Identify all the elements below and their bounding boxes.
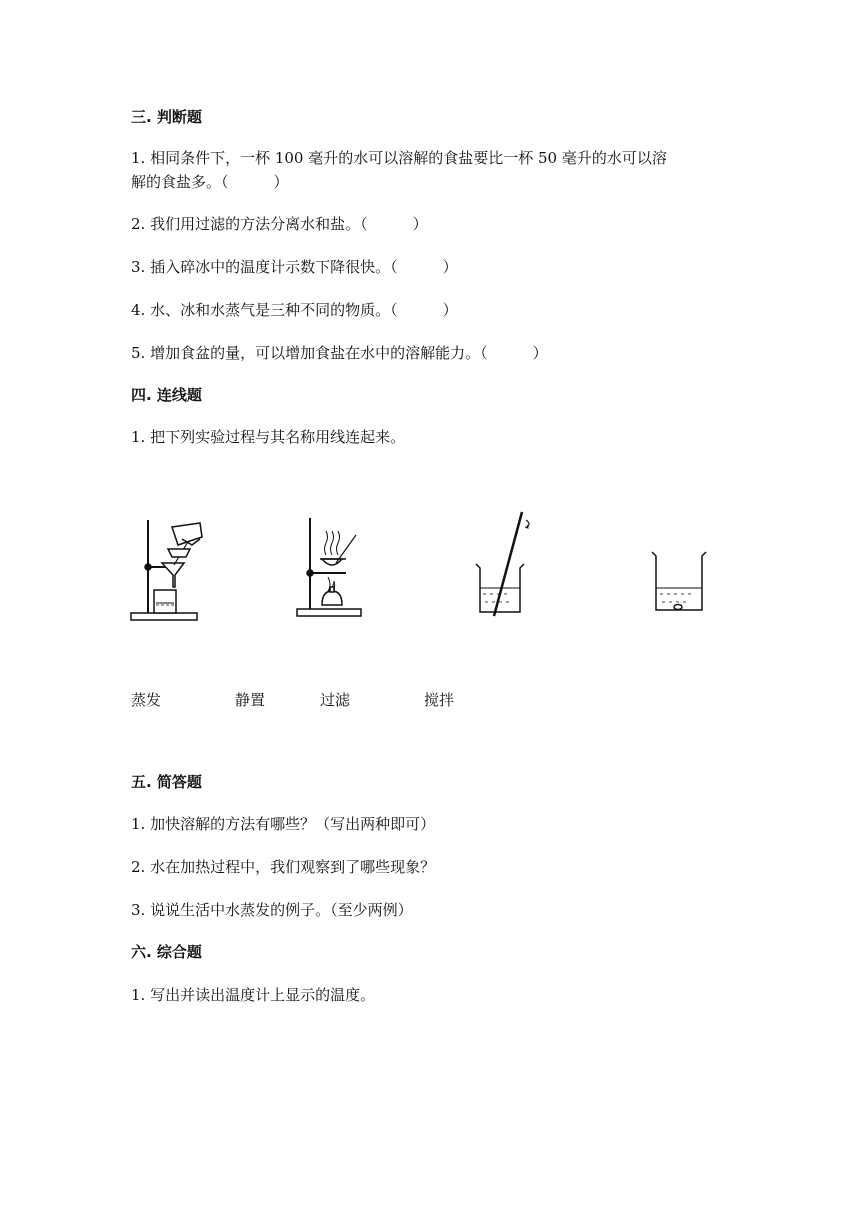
label-settling: 静置: [235, 691, 266, 709]
label-stirring: 搅拌: [424, 691, 455, 709]
stirring-beaker-image: [470, 508, 550, 620]
matching-q1: 1. 把下列实验过程与其名称用线连起来。: [131, 428, 406, 446]
judgment-q3: 3. 插入碎冰中的温度计示数下降很快。（ ）: [131, 258, 458, 276]
short-answer-q2: 2. 水在加热过程中，我们观察到了哪些现象？: [131, 858, 436, 876]
comprehensive-q1: 1. 写出并读出温度计上显示的温度。: [131, 986, 376, 1004]
short-answer-q1: 1. 加快溶解的方法有哪些？（写出两种即可）: [131, 815, 436, 833]
judgment-q5: 5. 增加食盆的量，可以增加食盐在水中的溶解能力。（ ）: [131, 344, 548, 362]
judgment-q2: 2. 我们用过滤的方法分离水和盐。（ ）: [131, 215, 428, 233]
judgment-q1-line1: 1. 相同条件下，一杯 100 毫升的水可以溶解的食盐要比一杯 50 毫升的水可以溶: [131, 149, 667, 167]
label-filtration: 过滤: [320, 691, 351, 709]
section-title-judgment: 三. 判断题: [131, 108, 202, 126]
judgment-q4: 4. 水、冰和水蒸气是三种不同的物质。（ ）: [131, 301, 458, 319]
judgment-q1-line2: 解的食盐多。（ ）: [131, 173, 289, 191]
evaporation-apparatus-image: [294, 513, 374, 623]
section-title-short-answer: 五. 简答题: [131, 773, 202, 791]
filtration-apparatus-image: [128, 505, 208, 625]
short-answer-q3: 3. 说说生活中水蒸发的例子。（至少两例）: [131, 901, 413, 919]
settling-beaker-image: [648, 548, 718, 618]
section-title-matching: 四. 连线题: [131, 386, 202, 404]
section-title-comprehensive: 六. 综合题: [131, 943, 202, 961]
label-evaporation: 蒸发: [131, 691, 162, 709]
